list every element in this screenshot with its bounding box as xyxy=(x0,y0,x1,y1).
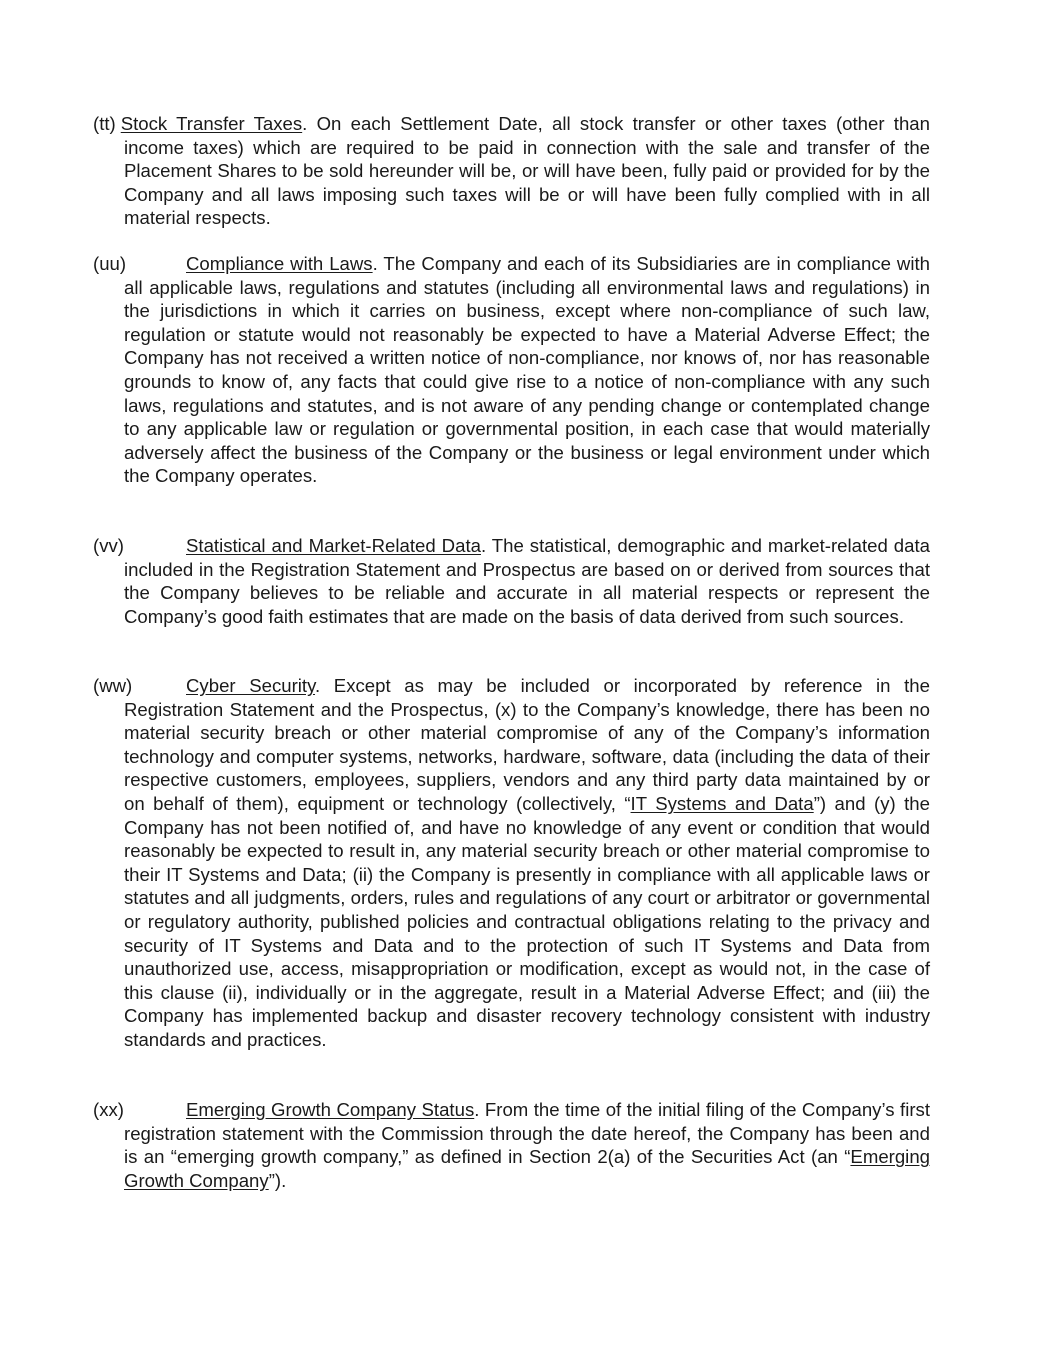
defined-term: Emerging Growth Company xyxy=(124,1146,930,1191)
section-number: (xx) xyxy=(93,1099,124,1120)
section-body: . The Company and each of its Subsidiaries are in compliance with all applicable laws, regulations and statutes (including all environmental laws and regulations) in the jurisdictions in which it carries on business, except where non-compliance of such law, regulation or statute would not reasonably be expected to have a Material Adverse Effect; the Company has not received a written notice of non-compliance, nor knows of, nor has reasonable grounds to know of, any facts that could give rise to a notice of non-compliance with any such laws, regulations and statutes, and is not aware of any pending change or contemplated change to any applicable law or regulation or governmental position, in each case that would materially adversely affect the business of the Company or the business or legal environment under which the Company operates. xyxy=(124,253,930,487)
section-number: (tt) xyxy=(93,113,116,134)
defined-term: IT Systems and Data xyxy=(630,792,814,814)
section-heading: Cyber Security xyxy=(186,675,316,696)
section-body: . From the time of the initial filing of the Company’s first registration statement with the Commission through the date hereof, the Company has been and is an “emerging growth company,” as defined in Section 2(a) of the Securities Act (an “ xyxy=(124,1099,930,1168)
section-heading: Compliance with Laws xyxy=(186,253,373,274)
section-xx xyxy=(93,1098,930,1192)
section-ww xyxy=(93,674,930,1052)
section-body: . On each Settlement Date, all stock transfer or other taxes (other than income taxes) which are required to be paid in connection with the sale and transfer of the Placement Shares to be sold hereunder will be, or will have been, fully paid or provided for by the Company and all laws imposing such taxes will be or will have been fully complied with in all material respects. xyxy=(124,113,930,229)
section-body-continued: ”). xyxy=(268,1169,287,1191)
section-body: . The statistical, demographic and market-related data included in the Registration Statement and Prospectus are based on or derived from sources that the Company believes to be reliable and accurate in all material respects or represent the Company’s good faith estimates that are made on the basis of data derived from such sources. xyxy=(124,535,930,627)
section-body: . Except as may be included or incorporated by reference in the Registration Statement and the Prospectus, (x) to the Company’s knowledge, there has been no material security breach or other material compromise of any of the Company’s information technology and computer systems, networks, hardware, software, data (including the data of their respective customers, employees, suppliers, vendors and any third party data maintained by or on behalf of them), equipment or technology (collectively, “ xyxy=(124,675,930,814)
section-heading: Statistical and Market-Related Data xyxy=(186,535,481,556)
section-number: (uu) xyxy=(93,253,127,274)
section-tt xyxy=(93,112,930,230)
section-body-continued: ”) and (y) the Company has not been notified of, and have no knowledge of any event or condition that would reasonably be expected to result in, any material security breach or other material compromise to their IT Systems and Data; (ii) the Company is presently in compliance with all applicable laws or statutes and all judgments, orders, rules and regulations of any court or arbitrator or governmental or regulatory authority, published policies and contractual obligations relating to the privacy and security of IT Systems and Data and to the protection of such IT Systems and Data from unauthorized use, access, misappropriation or modification, except as would not, in the case of this clause (ii), individually or in the aggregate, result in a Material Adverse Effect; and (iii) the Company has implemented backup and disaster recovery technology consistent with industry standards and practices. xyxy=(124,792,930,1050)
section-uu xyxy=(93,252,930,488)
section-heading: Stock Transfer Taxes xyxy=(120,113,303,134)
section-vv xyxy=(93,534,930,628)
section-number: (ww) xyxy=(93,675,133,696)
section-heading: Emerging Growth Company Status xyxy=(186,1099,475,1120)
section-number: (vv) xyxy=(93,535,124,556)
